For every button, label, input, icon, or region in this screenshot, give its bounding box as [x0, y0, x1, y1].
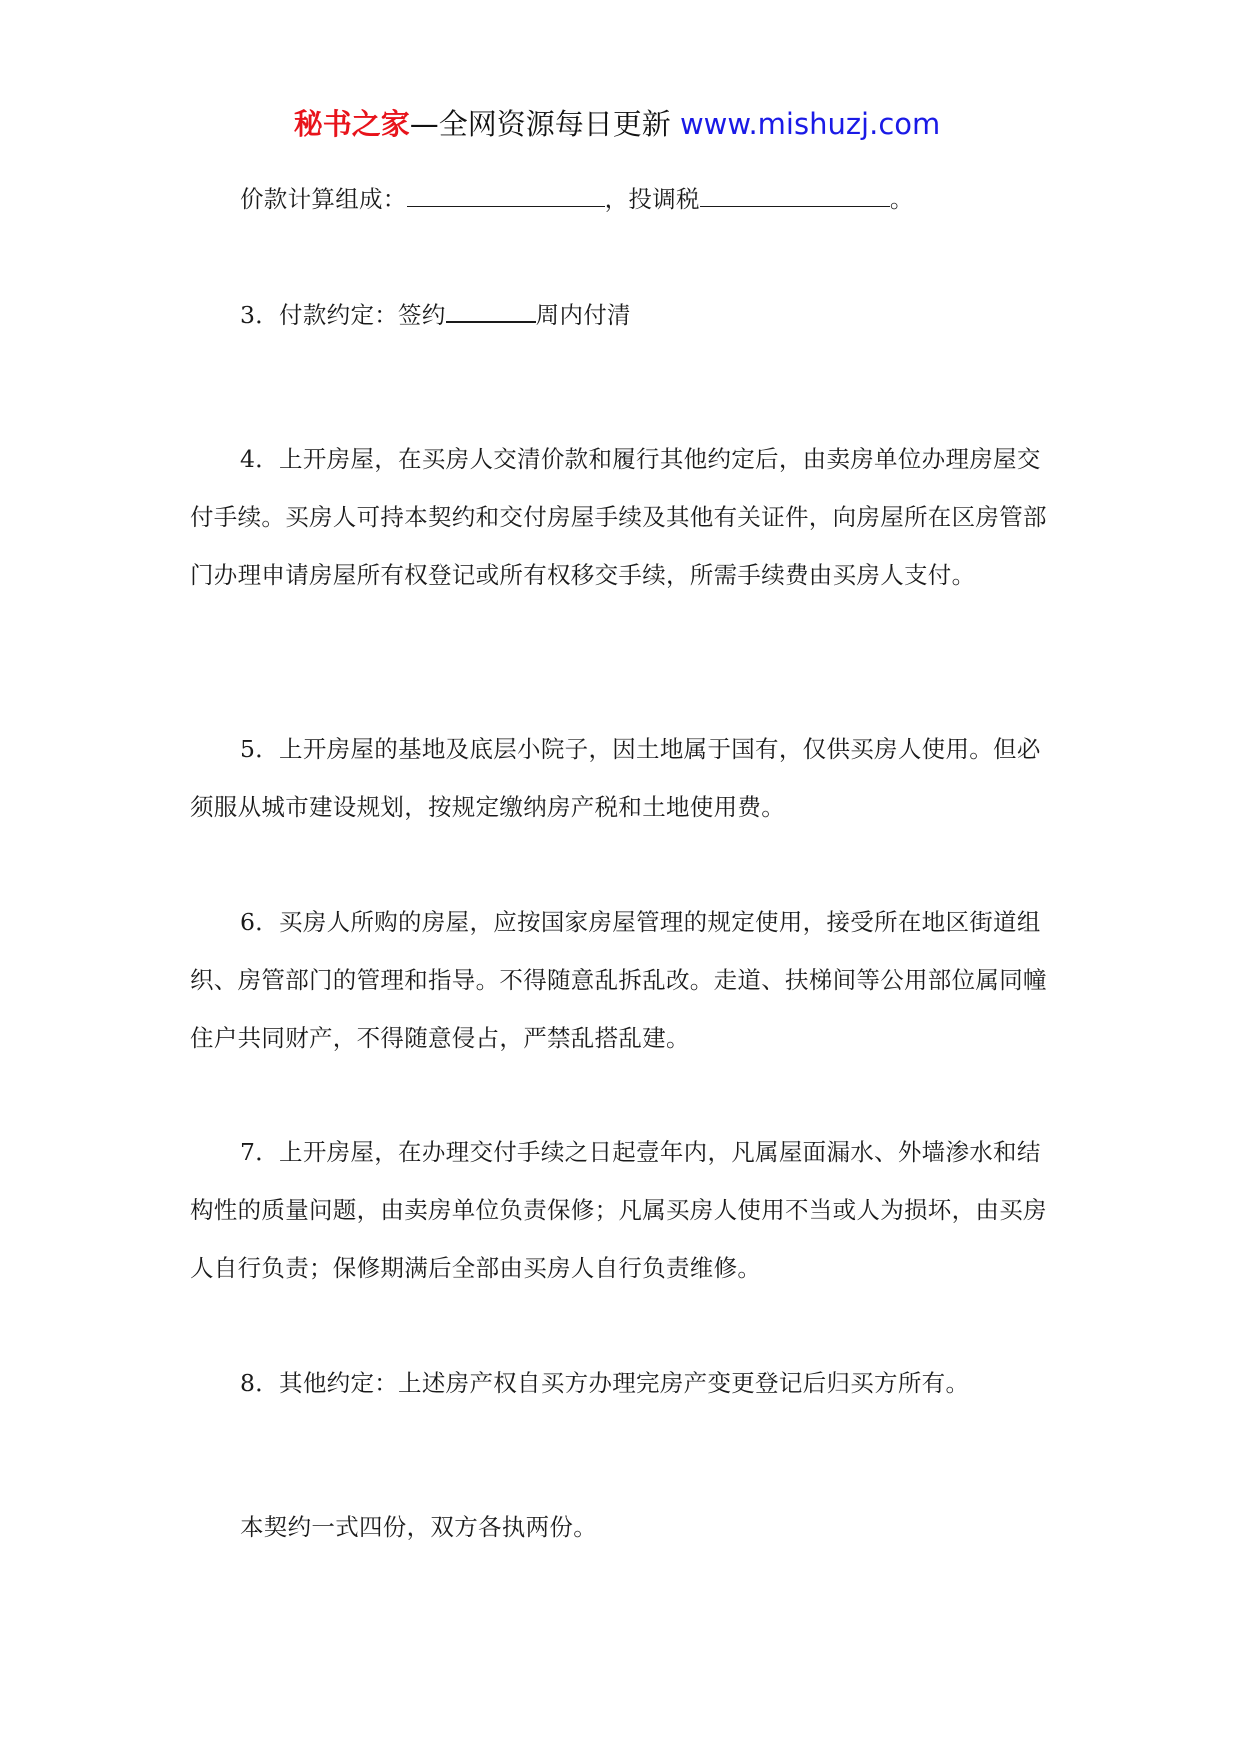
header-site-link[interactable]: www.mishuzj.com	[679, 107, 941, 141]
clause-3	[190, 286, 1050, 344]
header-brand: 秘书之家	[293, 107, 410, 141]
page-header	[0, 104, 1234, 144]
clause-5: 5．上开房屋的基地及底层小院子，因土地属于国有，仅供买房人使用。但必须服从城市建设规划，按规定缴纳房产税和土地使用费。	[190, 735, 1041, 821]
clause-3-prefix: 3．付款约定：签约	[240, 301, 446, 329]
clause-3-suffix: 周内付清	[535, 301, 631, 329]
tax-blank	[700, 182, 890, 207]
price-blank	[407, 182, 605, 207]
price-line-end: 。	[889, 185, 914, 213]
clause-7: 7．上开房屋，在办理交付手续之日起壹年内，凡属屋面漏水、外墙渗水和结构性的质量问题，由卖房单位负责保修；凡属买房人使用不当或人为损坏，由买房人自行负责；保修期满后全部由买房人自行负责维修。	[190, 1138, 1047, 1282]
clause-8: 8．其他约定：上述房产权自买方办理完房产变更登记后归买方所有。	[240, 1369, 970, 1397]
price-label: 价款计算组成：	[240, 185, 407, 213]
closing-statement: 本契约一式四份，双方各执两份。	[240, 1513, 597, 1541]
header-tagline: —全网资源每日更新	[409, 107, 671, 141]
clause-4: 4．上开房屋，在买房人交清价款和履行其他约定后，由卖房单位办理房屋交付手续。买房人可持本契约和交付房屋手续及其他有关证件，向房屋所在区房管部门办理申请房屋所有权登记或所有权移交手续，所需手续费由买房人支付。	[190, 445, 1047, 589]
price-composition-line	[190, 170, 1050, 228]
clause-6: 6．买房人所购的房屋，应按国家房屋管理的规定使用，接受所在地区街道组织、房管部门的管理和指导。不得随意乱拆乱改。走道、扶梯间等公用部位属同幢住户共同财产，不得随意侵占，严禁乱搭乱建。	[190, 908, 1047, 1052]
weeks-blank	[446, 297, 536, 323]
tax-label: ，投调税	[604, 185, 700, 213]
